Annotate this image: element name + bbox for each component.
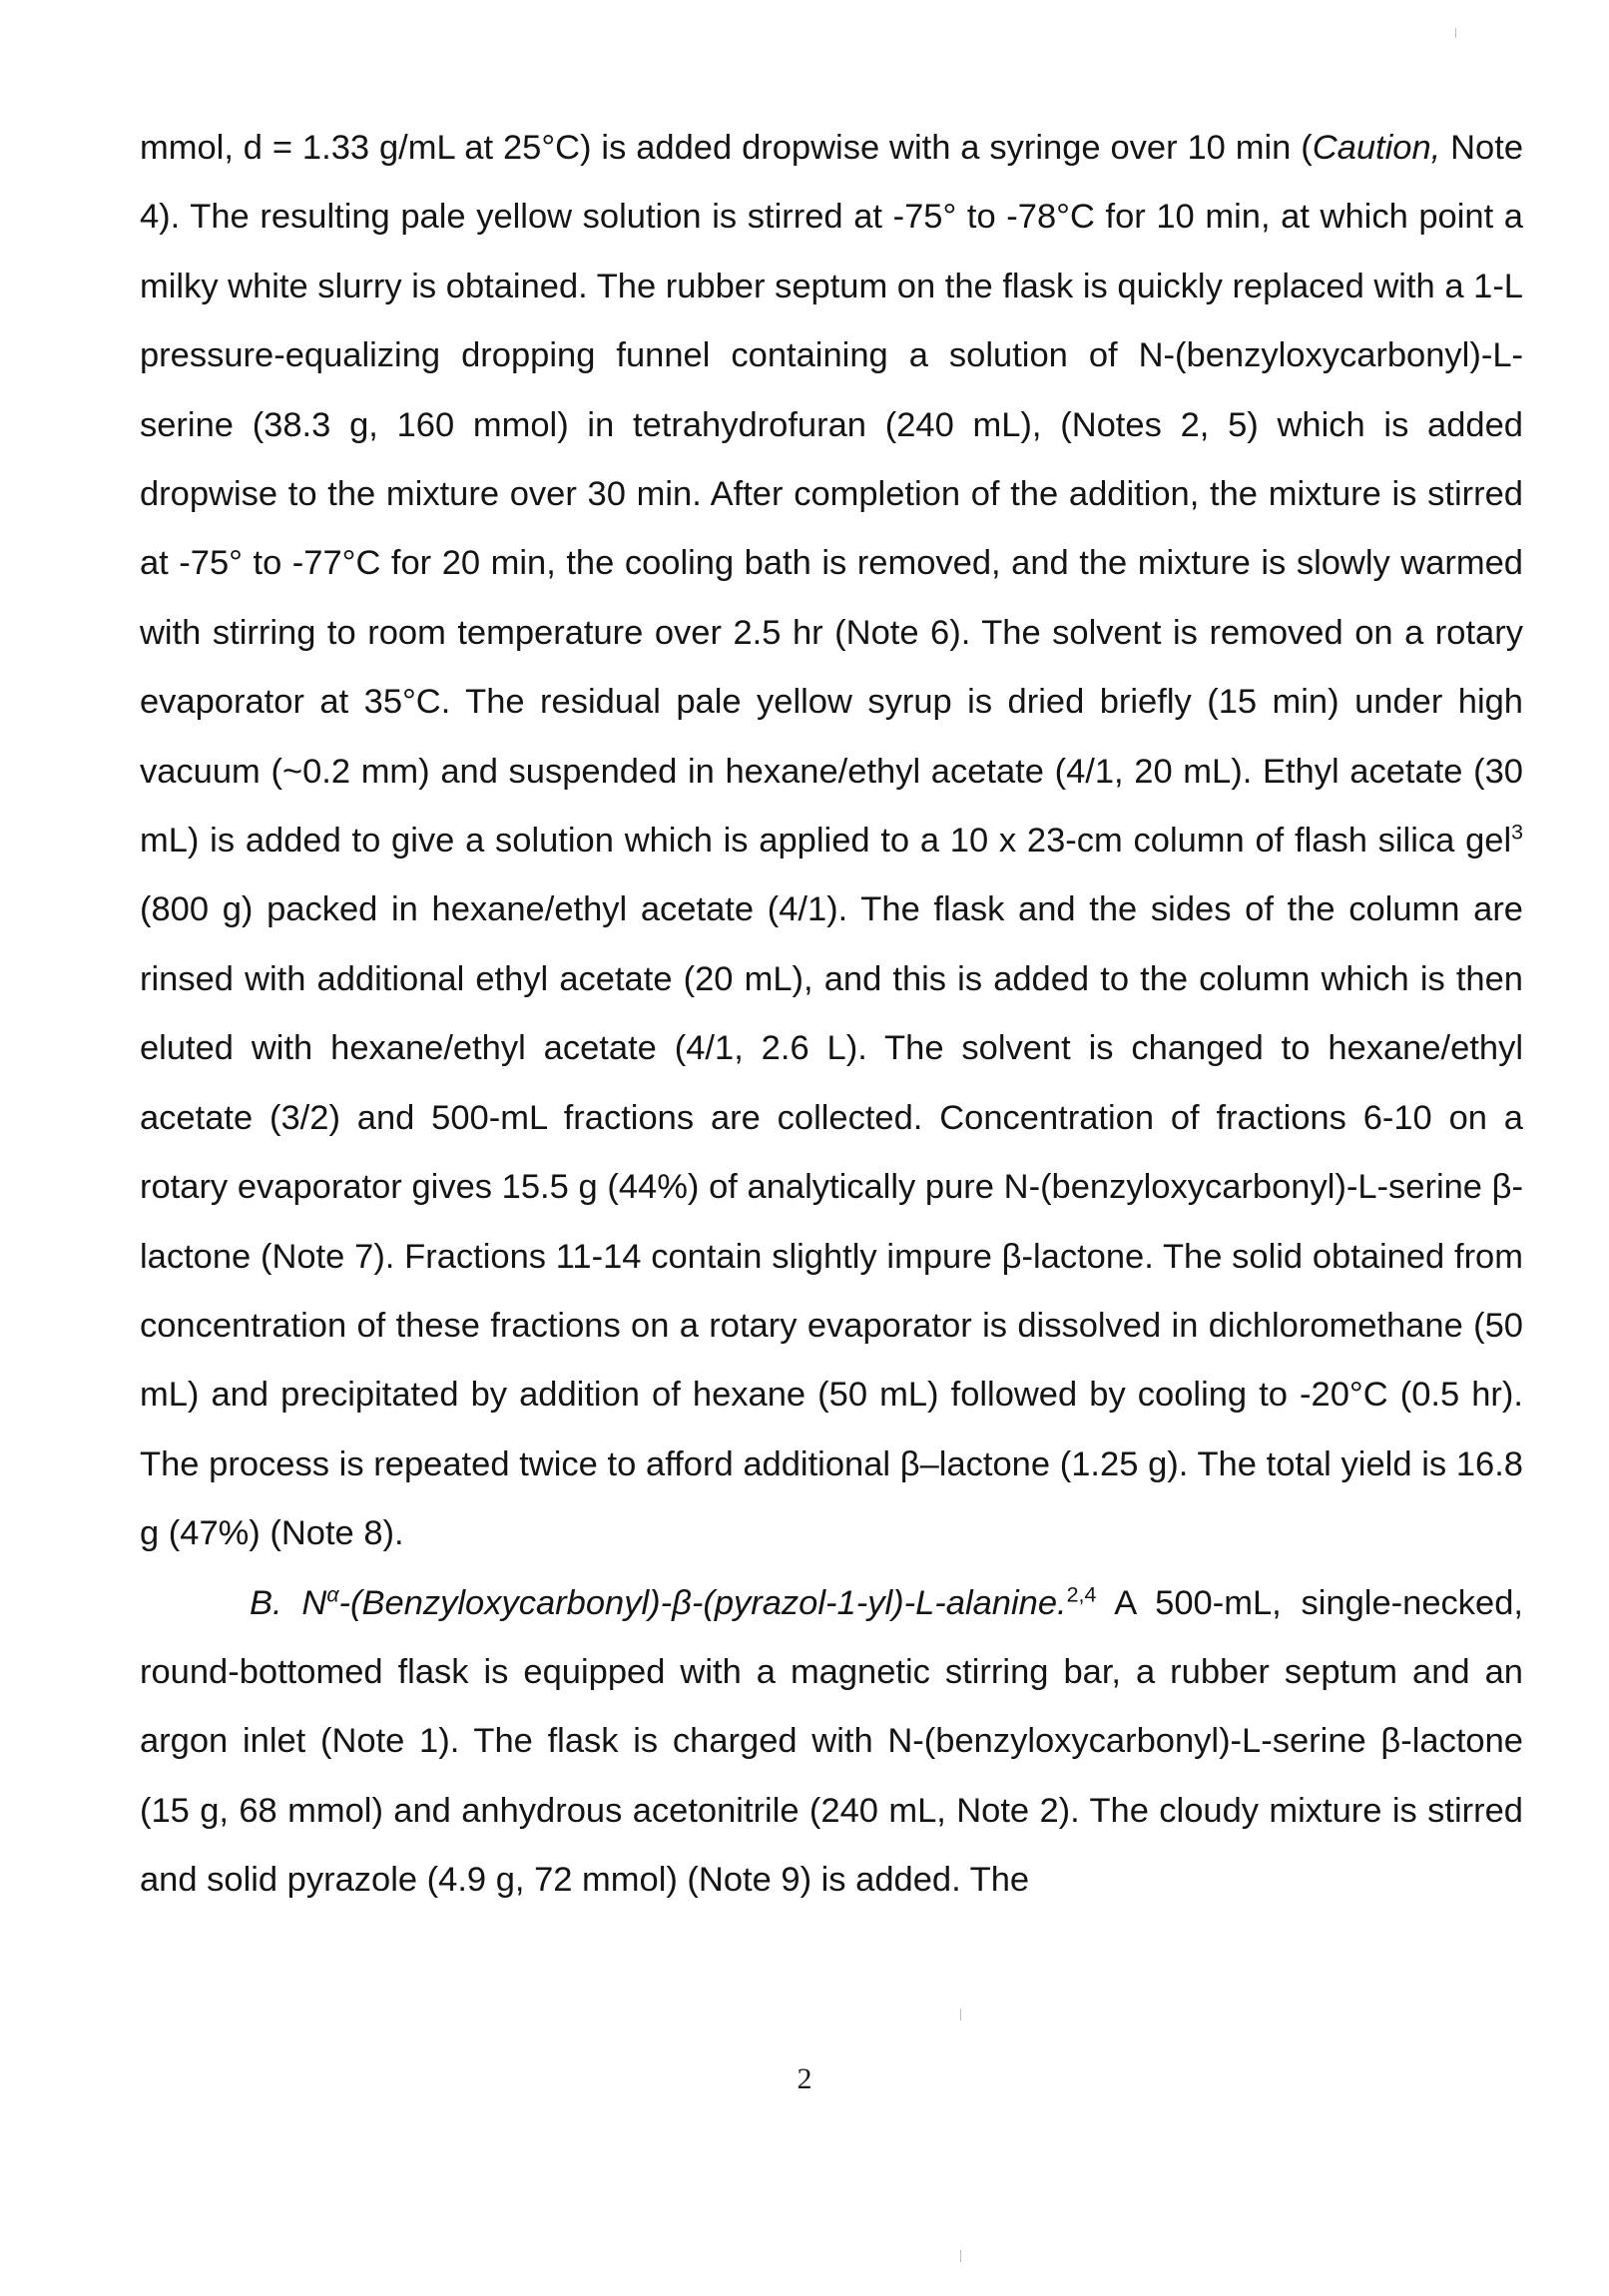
paragraph-2 — [140, 1569, 1523, 1916]
caution-italic: Caution, — [1312, 129, 1441, 167]
heading-reference-superscript: 2,4 — [1066, 1582, 1097, 1607]
paragraph-1-text-c: (800 g) packed in hexane/ethyl acetate (4/1). The flask and the sides of the column are rinsed with additional ethyl acetate (20 mL), and this is added to the column which is then eluted with hexane/ethyl acetate (4/1, 2.6 L). The solvent is changed to hexane/ethyl acetate (3/2) and 500-mL fractions are collected. Concentration of fractions 6-10 on a rotary evaporator gives 15.5 g (44%) of analytically pure N-(benzyloxycarbonyl)-L-serine β-lactone (Note 7). Fractions 11-14 contain slightly impure β-lactone. The solid obtained from concentration of these fractions on a rotary evaporator is dissolved in dichloromethane (50 mL) and precipitated by addition of hexane (50 mL) followed by cooling to -20°C (0.5 hr). The process is repeated twice to afford additional β–lactone (1.25 g). The total yield is 16.8 g (47%) (Note 8). — [140, 890, 1523, 1553]
alpha-superscript: α — [326, 1582, 339, 1607]
paragraph-1 — [140, 114, 1523, 1569]
reference-superscript: 3 — [1511, 820, 1523, 845]
paragraph-1-text-b: Note 4). The resulting pale yellow solution is stirred at -75° to -78°C for 10 min, at which point a milky white slurry is obtained. The rubber septum on the flask is quickly replaced with a 1-L pressure-equalizing dropping funnel containing a solution of N-(benzyloxycarbonyl)-L-serine (38.3 g, 160 mmol) in tetrahydrofuran (240 mL), (Notes 2, 5) which is added dropwise to the mixture over 30 min. After completion of the addition, the mixture is stirred at -75° to -77°C for 20 min, the cooling bath is removed, and the mixture is slowly warmed with stirring to room temperature over 2.5 hr (Note 6). The solvent is removed on a rotary evaporator at 35°C. The residual pale yellow syrup is dried briefly (15 min) under high vacuum (~0.2 mm) and suspended in hexane/ethyl acetate (4/1, 20 mL). Ethyl acetate (30 mL) is added to give a solution which is applied to a 10 x 23-cm column of flash silica gel — [140, 129, 1524, 861]
section-b-heading — [250, 1584, 1067, 1622]
section-b-heading-title: -(Benzyloxycarbonyl)-β-(pyrazol-1-yl)-L-alanine. — [338, 1583, 1067, 1622]
scan-speck — [960, 2009, 961, 2020]
paragraph-1-text-a: mmol, d = 1.33 g/mL at 25°C) is added dropwise with a syringe over 10 min ( — [140, 129, 1313, 167]
page-number: 2 — [797, 2062, 812, 2095]
paragraph-2-text: A 500-mL, single-necked, round-bottomed flask is equipped with a magnetic stirring bar, a rubber septum and an argon inlet (Note 1). The flask is charged with N-(benzyloxycarbonyl)-L-serine β-lactone (15 g, 68 mmol) and anhydrous acetonitrile (240 mL, Note 2). The cloudy mixture is stirred and solid pyrazole (4.9 g, 72 mmol) (Note 9) is added. The — [140, 1583, 1523, 1900]
section-b-heading-prefix: B. N — [250, 1583, 327, 1622]
body-text — [140, 114, 1523, 1916]
scan-speck — [1455, 28, 1456, 38]
scan-speck — [960, 2250, 961, 2262]
